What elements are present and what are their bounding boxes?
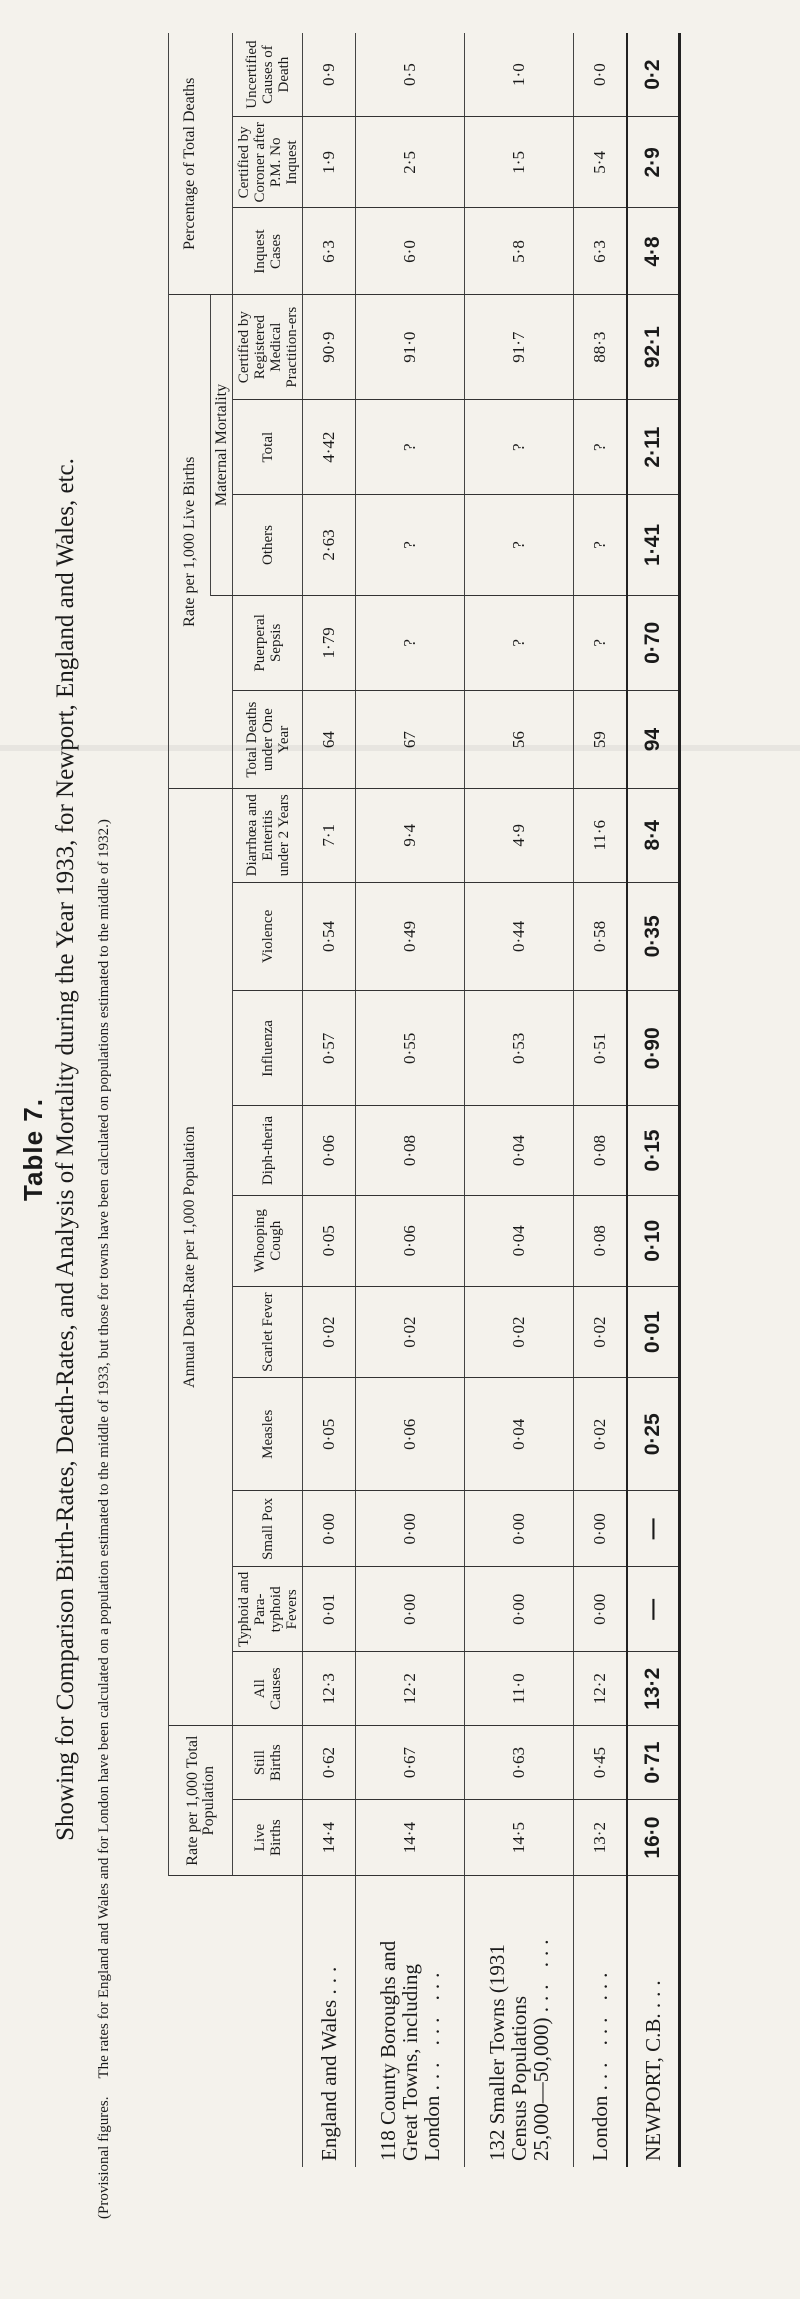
cell-influenza: 0·51 [574,991,628,1106]
cell-uncertified: 0·9 [303,33,356,117]
cell-live-births: 14·4 [303,1800,356,1876]
cell-certified-coroner: 2·5 [356,117,465,208]
col-all-causes: All Causes [233,1652,303,1726]
cell-diarrhoea: 9·4 [356,789,465,883]
table-row [356,33,465,2167]
cell-inquest-cases: 6·3 [303,208,356,295]
cell-whooping-cough: 0·04 [465,1195,574,1286]
col-certified-registered: Certified by Registered Medical Practition-ers [233,295,303,399]
row-label-text: NEWPORT, C.B. [641,2013,665,2161]
cell-puerperal-sepsis: ? [356,595,465,691]
cell-typhoid: 0·00 [574,1567,628,1652]
col-influenza: Influenza [233,991,303,1106]
cell-violence: 0·35 [627,882,680,991]
cell-total-deaths-under-one: 67 [356,691,465,789]
cell-typhoid: 0·00 [356,1567,465,1652]
group-annual-death-rate: Annual Death-Rate per 1,000 Population [169,789,211,1726]
leader-dots: ... [641,1974,665,2009]
col-inquest-cases: Inquest Cases [233,208,303,295]
col-certified-coroner: Certified by Coroner after P.M. No Inquest [233,117,303,208]
cell-maternal-others: ? [465,495,574,595]
cell-scarlet-fever: 0·02 [574,1286,628,1377]
cell-maternal-total: ? [465,399,574,495]
cell-diphtheria: 0·08 [574,1106,628,1195]
col-still-births: Still Births [233,1726,303,1800]
cell-violence: 0·54 [303,882,356,991]
row-label-line: Great Towns, including [398,1963,422,2161]
cell-small-pox: 0·00 [303,1491,356,1567]
cell-uncertified: 0·5 [356,33,465,117]
cell-all-causes: 11·0 [465,1652,574,1726]
cell-certified-registered: 91·7 [465,295,574,399]
cell-maternal-total: 4·42 [303,399,356,495]
cell-still-births: 0·67 [356,1726,465,1800]
leader-dots: ... [317,1960,341,1995]
col-total-deaths: Total Deaths under One Year [233,691,303,789]
cell-maternal-total: 2·11 [627,399,680,495]
cell-maternal-others: ? [356,495,465,595]
cell-inquest-cases: 4·8 [627,208,680,295]
cell-all-causes: 13·2 [627,1652,680,1726]
cell-scarlet-fever: 0·01 [627,1286,680,1377]
cell-influenza: 0·55 [356,991,465,1106]
cell-measles: 0·02 [574,1378,628,1491]
cell-all-causes: 12·2 [574,1652,628,1726]
cell-diarrhoea: 8·4 [627,789,680,883]
col-live-births: Live Births [233,1800,303,1876]
table-subtitle: Showing for Comparison Birth-Rates, Death-Rates, and Analysis of Mortality during the Year 1933, for Newport, England and Wales, etc. [52,458,79,1841]
cell-puerperal-sepsis: 1·79 [303,595,356,691]
cell-maternal-total: ? [356,399,465,495]
cell-certified-coroner: 1·9 [303,117,356,208]
row-label-newport [627,1876,680,2167]
cell-live-births: 13·2 [574,1800,628,1876]
table-title: Table 7. [18,1098,48,1201]
row-label-line: 25,000—50,000) [529,2017,553,2161]
cell-puerperal-sepsis: ? [574,595,628,691]
table-row [627,33,680,2167]
row-label-line: Census Populations [507,1995,531,2161]
cell-diphtheria: 0·08 [356,1106,465,1195]
cell-certified-registered: 90·9 [303,295,356,399]
row-label-line: 118 County Boroughs and [376,1940,400,2161]
cell-certified-coroner: 5·4 [574,117,628,208]
col-typhoid: Typhoid and Para-typhoid Fevers [233,1567,303,1652]
cell-live-births: 16·0 [627,1800,680,1876]
cell-typhoid: 0·01 [303,1567,356,1652]
cell-typhoid: — [627,1567,680,1652]
cell-diarrhoea: 4·9 [465,789,574,883]
cell-influenza: 0·57 [303,991,356,1106]
table-row [303,33,356,2167]
table-note [96,19,113,2219]
cell-still-births: 0·63 [465,1726,574,1800]
cell-live-births: 14·5 [465,1800,574,1876]
cell-total-deaths-under-one: 59 [574,691,628,789]
row-label-text: London [588,2095,612,2161]
note-label: (Provisional figures. [96,2096,112,2219]
cell-whooping-cough: 0·06 [356,1195,465,1286]
cell-diphtheria: 0·06 [303,1106,356,1195]
cell-diarrhoea: 11·6 [574,789,628,883]
cell-uncertified: 0·2 [627,33,680,117]
group-rate-population: Rate per 1,000 Total Population [169,1726,233,1876]
cell-certified-registered: 88·3 [574,295,628,399]
cell-inquest-cases: 6·3 [574,208,628,295]
row-label-header [169,1876,303,2167]
cell-certified-registered: 92·1 [627,295,680,399]
cell-scarlet-fever: 0·02 [465,1286,574,1377]
table-row [574,33,628,2167]
cell-still-births: 0·71 [627,1726,680,1800]
cell-measles: 0·25 [627,1378,680,1491]
cell-puerperal-sepsis: ? [465,595,574,691]
col-diarrhoea: Diarrhœa and Enteritis under 2 Years [233,789,303,883]
cell-whooping-cough: 0·05 [303,1195,356,1286]
leader-dots: ... ... [529,1933,553,2013]
cell-puerperal-sepsis: 0·70 [627,595,680,691]
row-label-county-boroughs [356,1876,465,2167]
cell-still-births: 0·62 [303,1726,356,1800]
cell-influenza: 0·53 [465,991,574,1106]
spacer [211,33,233,295]
group-percentage-deaths: Percentage of Total Deaths [169,33,211,295]
col-others: Others [233,495,303,595]
col-puerperal-sepsis: Puerperal Sepsis [233,595,303,691]
cell-still-births: 0·45 [574,1726,628,1800]
cell-maternal-total: ? [574,399,628,495]
cell-certified-registered: 91·0 [356,295,465,399]
cell-small-pox: 0·00 [356,1491,465,1567]
cell-whooping-cough: 0·08 [574,1195,628,1286]
row-label-london [574,1876,628,2167]
cell-inquest-cases: 6·0 [356,208,465,295]
spacer [211,789,233,1726]
spacer [211,595,233,789]
col-total: Total [233,399,303,495]
col-small-pox: Small Pox [233,1491,303,1567]
row-label-smaller-towns [465,1876,574,2167]
row-label-line: 132 Smaller Towns (1931 [485,1944,509,2161]
cell-total-deaths-under-one: 56 [465,691,574,789]
cell-uncertified: 1·0 [465,33,574,117]
cell-violence: 0·49 [356,882,465,991]
cell-inquest-cases: 5·8 [465,208,574,295]
cell-measles: 0·04 [465,1378,574,1491]
cell-scarlet-fever: 0·02 [303,1286,356,1377]
cell-measles: 0·05 [303,1378,356,1491]
row-label-line: London [420,2095,444,2161]
col-violence: Violence [233,882,303,991]
col-whooping-cough: Whooping Cough [233,1195,303,1286]
row-label-text: England and Wales [317,1999,341,2161]
cell-maternal-others: 1·41 [627,495,680,595]
cell-uncertified: 0·0 [574,33,628,117]
cell-influenza: 0·90 [627,991,680,1106]
cell-certified-coroner: 1·5 [465,117,574,208]
cell-whooping-cough: 0·10 [627,1195,680,1286]
cell-all-causes: 12·3 [303,1652,356,1726]
cell-live-births: 14·4 [356,1800,465,1876]
cell-scarlet-fever: 0·02 [356,1286,465,1377]
cell-maternal-others: 2·63 [303,495,356,595]
cell-all-causes: 12·2 [356,1652,465,1726]
col-diphtheria: Diph-theria [233,1106,303,1195]
cell-diphtheria: 0·04 [465,1106,574,1195]
cell-diphtheria: 0·15 [627,1106,680,1195]
cell-certified-coroner: 2·9 [627,117,680,208]
cell-small-pox: 0·00 [465,1491,574,1567]
cell-total-deaths-under-one: 64 [303,691,356,789]
leader-dots: ... ... ... [588,1966,612,2091]
table-row [465,33,574,2167]
cell-violence: 0·44 [465,882,574,991]
col-uncertified: Uncertified Causes of Death [233,33,303,117]
group-rate-live-births: Rate per 1,000 Live Births [169,295,211,789]
cell-diarrhoea: 7·1 [303,789,356,883]
col-scarlet-fever: Scarlet Fever [233,1286,303,1377]
row-label-england-wales [303,1876,356,2167]
leader-dots: ... ... ... [420,1966,444,2091]
cell-violence: 0·58 [574,882,628,991]
cell-measles: 0·06 [356,1378,465,1491]
cell-typhoid: 0·00 [465,1567,574,1652]
cell-small-pox: — [627,1491,680,1567]
cell-maternal-others: ? [574,495,628,595]
note-text: The rates for England and Wales and for London have been calculated on a population estimated to the middle of 1933, but those for towns have been calculated on populations estimated to the middle of 1932.) [96,819,112,2079]
statistics-table [168,33,681,2167]
col-measles: Measles [233,1378,303,1491]
cell-total-deaths-under-one: 94 [627,691,680,789]
cell-small-pox: 0·00 [574,1491,628,1567]
group-maternal-mortality: Maternal Mortality [211,295,233,595]
